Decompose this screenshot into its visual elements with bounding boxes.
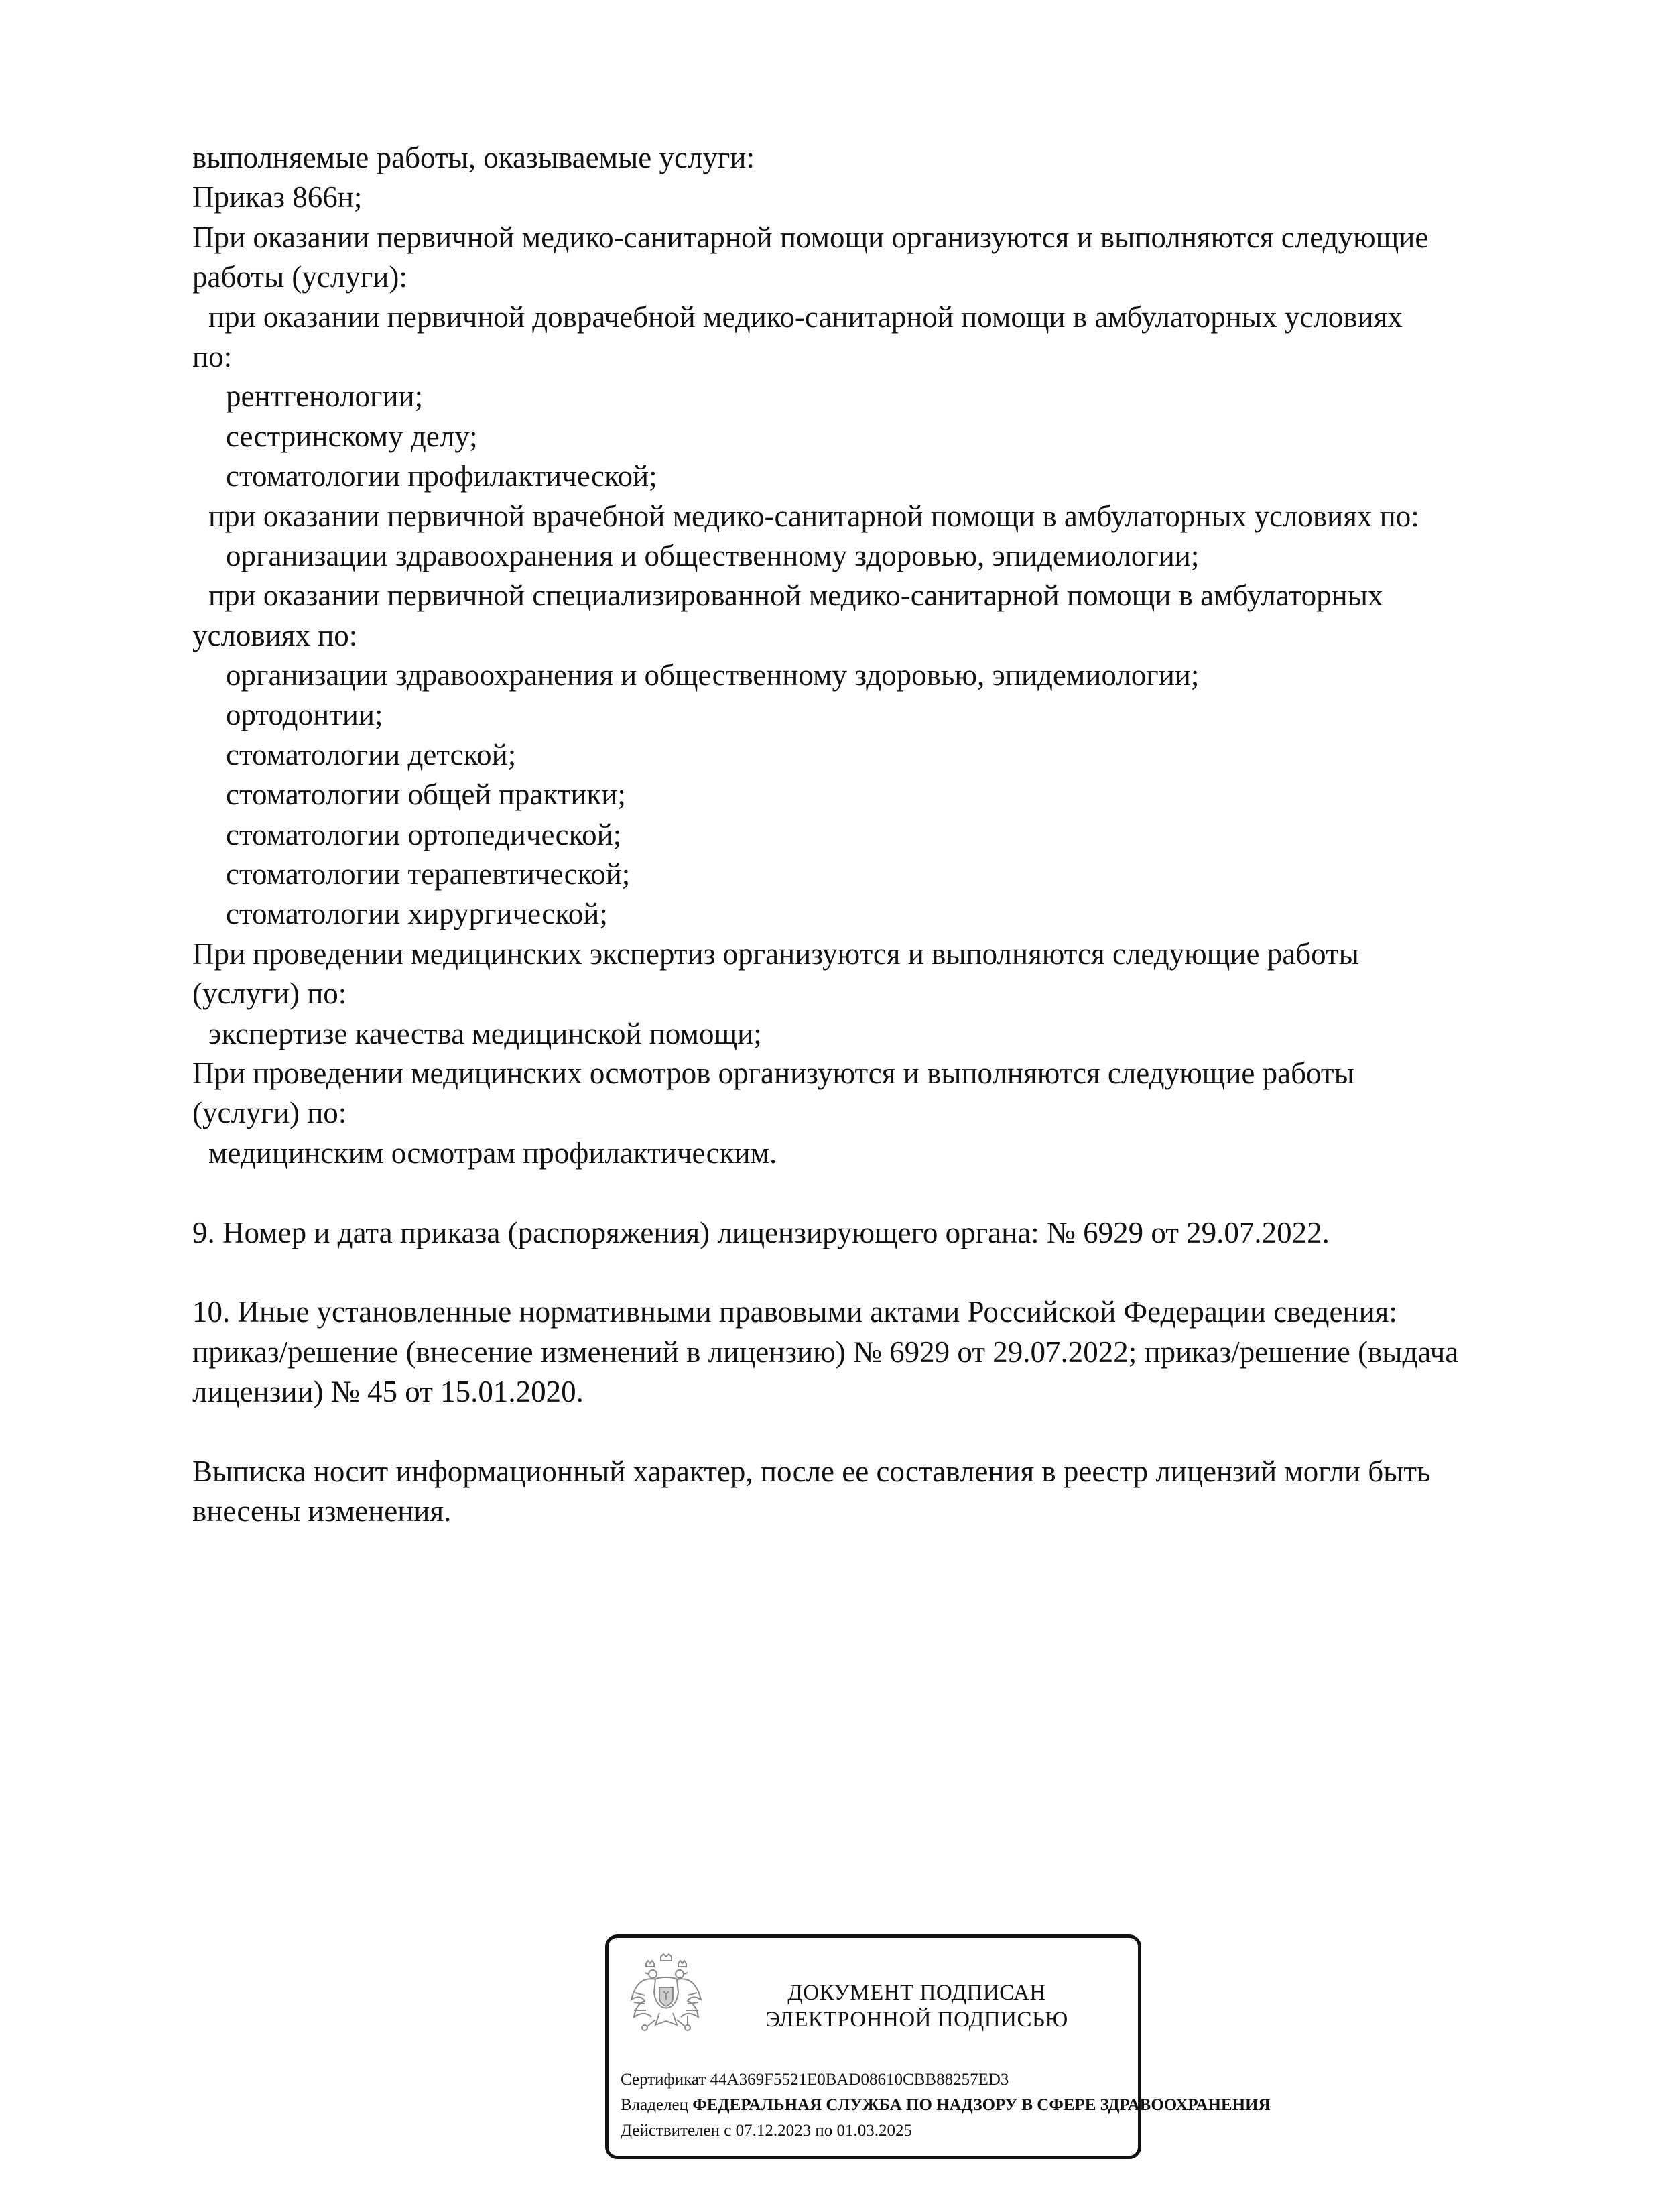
list-item: стоматологии общей практики; [226, 778, 626, 812]
stamp-validity: Действителен с 07.12.2023 по 01.03.2025 [621, 2122, 912, 2140]
text-line: по: [192, 339, 233, 373]
list-item: стоматологии профилактической; [226, 459, 657, 493]
text-line: работы (услуги): [192, 260, 407, 294]
text-line: при оказании первичной врачебной медико-санитарной помощи в амбулаторных условиях по: [208, 499, 1419, 533]
list-item: стоматологии ортопедической; [226, 817, 622, 851]
list-item: стоматологии детской; [226, 737, 517, 772]
section-9-text: 9. Номер и дата приказа (распоряжения) лицензирующего органа: № 6929 от 29.07.2022. [192, 1215, 1330, 1249]
text-line: (услуги) по: [192, 1096, 347, 1130]
section-10-text: приказ/решение (внесение изменений в лицензию) № 6929 от 29.07.2022; приказ/решение (выдача [192, 1335, 1459, 1369]
text-line: При проведении медицинских осмотров организуются и выполняются следующие работы [192, 1056, 1354, 1090]
list-item: медицинским осмотрам профилактическим. [208, 1135, 777, 1170]
text-line: (услуги) по: [192, 977, 347, 1011]
list-item: экспертизе качества медицинской помощи; [208, 1016, 762, 1050]
stamp-title-line2: ЭЛЕКТРОННОЙ ПОДПИСЬЮ [765, 2008, 1068, 2032]
document-body [192, 138, 1573, 1532]
owner-label: Владелец [621, 2096, 689, 2114]
certificate-label: Сертификат [621, 2071, 706, 2089]
owner-value: ФЕДЕРАЛЬНАЯ СЛУЖБА ПО НАДЗОРУ В СФЕРЕ ЗДРАВООХРАНЕНИЯ [692, 2096, 1271, 2114]
certificate-value: 44A369F5521E0BAD08610CBB88257ED3 [710, 2071, 1009, 2089]
section-10-text: 10. Иные установленные нормативными правовыми актами Российской Федерации сведения: [192, 1295, 1397, 1329]
list-item: стоматологии хирургической; [226, 897, 608, 931]
paragraph-gap [192, 1412, 1573, 1452]
paragraph-gap [192, 1173, 1573, 1213]
disclaimer-text: Выписка носит информационный характер, после ее составления в реестр лицензий могли быть [192, 1454, 1431, 1488]
disclaimer-text: внесены изменения. [192, 1494, 452, 1528]
electronic-signature-stamp [605, 1934, 1271, 2159]
text-line: При оказании первичной медико-санитарной помощи организуются и выполняются следующие [192, 220, 1429, 254]
text-line: При проведении медицинских экспертиз организуются и выполняются следующие работы [192, 936, 1359, 971]
list-item: сестринскому делу; [226, 419, 478, 453]
stamp-certificate [621, 2070, 1009, 2090]
coat-of-arms-icon [629, 1953, 704, 2041]
list-item: ортодонтии; [226, 698, 383, 732]
text-line: при оказании первичной специализированной медико-санитарной помощи в амбулаторных [208, 578, 1383, 613]
text-line: при оказании первичной доврачебной медико-санитарной помощи в амбулаторных условиях [208, 300, 1403, 334]
list-item: рентгенологии; [226, 379, 424, 414]
list-item: стоматологии терапевтической; [226, 857, 631, 892]
section-10-text: лицензии) № 45 от 15.01.2020. [192, 1375, 584, 1409]
text-line: условиях по: [192, 618, 358, 652]
stamp-title-line1: ДОКУМЕНТ ПОДПИСАН [787, 1981, 1046, 2005]
paragraph-gap [192, 1253, 1573, 1292]
stamp-owner [621, 2095, 1271, 2115]
list-item: организации здравоохранения и общественному здоровью, эпидемиологии; [226, 658, 1200, 692]
text-line: выполняемые работы, оказываемые услуги: [192, 141, 755, 174]
list-item: организации здравоохранения и общественному здоровью, эпидемиологии; [226, 538, 1200, 572]
text-line: Приказ 866н; [192, 180, 363, 214]
